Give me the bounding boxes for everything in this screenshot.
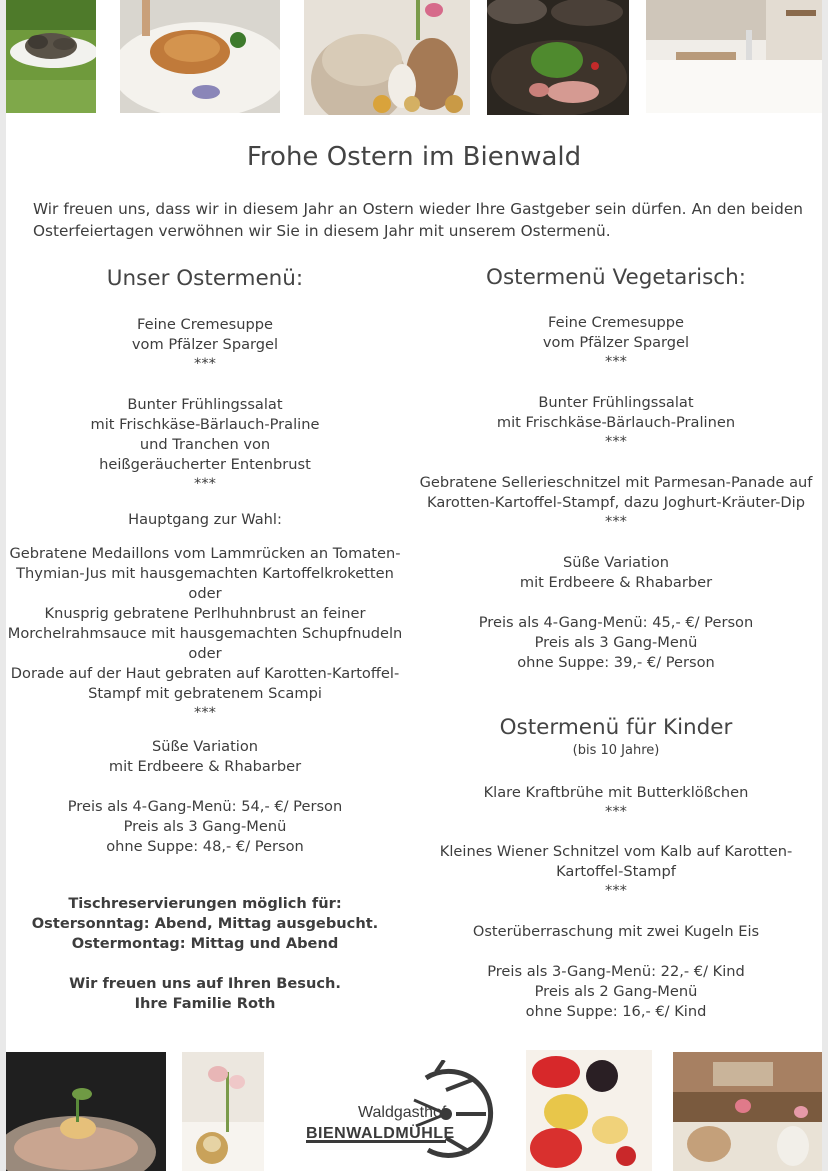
reservation-line: Ostersonntag: Abend, Mittag ausgebucht. <box>31 915 379 932</box>
course-separator: *** <box>194 704 216 721</box>
price-line: Preis als 2 Gang-Menü <box>534 983 698 1000</box>
photo-restaurant-interior <box>673 1052 822 1171</box>
course-line: Süße Variation <box>151 738 259 755</box>
course-line: Gebratene Sellerieschnitzel mit Parmesan-Panade auf <box>419 474 813 491</box>
course-line: Knusprig gebratene Perlhuhnbrust an feiner <box>44 605 366 622</box>
menu-heading-kids: Ostermenü für Kinder <box>499 715 733 740</box>
course-line: und Tranchen von <box>139 436 271 453</box>
course-soup <box>416 313 816 370</box>
photo-table-setting <box>646 0 822 113</box>
price-line: ohne Suppe: 39,- €/ Person <box>517 654 715 671</box>
reservation-line: Tischreservierungen möglich für: <box>68 895 342 912</box>
course-dessert <box>6 737 404 777</box>
logo-line2: BIENWALDMÜHLE <box>306 1125 455 1142</box>
course-line: Karotten-Kartoffel-Stampf, dazu Joghurt-Kräuter-Dip <box>427 494 805 511</box>
kids-dessert <box>416 922 816 942</box>
course-separator: *** <box>194 355 216 372</box>
price-line: ohne Suppe: 48,- €/ Person <box>106 838 304 855</box>
course-line: vom Pfälzer Spargel <box>131 336 279 353</box>
photo-chicken-dish <box>120 0 280 113</box>
kids-age-note: (bis 10 Jahre) <box>572 743 660 758</box>
reservation-line: Ostermontag: Mittag und Abend <box>71 935 339 952</box>
closing-greeting <box>6 974 404 1014</box>
kids-starter <box>416 783 816 820</box>
main-course-heading: Hauptgang zur Wahl: <box>128 511 282 528</box>
price-block <box>6 797 404 857</box>
course-line: Stampf mit gebratenem Scampi <box>88 685 322 702</box>
course-separator: *** <box>605 433 627 450</box>
menu-page <box>6 0 822 1171</box>
logo-line1: Waldgasthof <box>358 1104 447 1121</box>
price-block <box>416 613 816 673</box>
course-soup <box>6 315 404 372</box>
reservation-info <box>6 894 404 954</box>
course-line: Kartoffel-Stampf <box>556 863 676 880</box>
photo-salad-plates <box>487 0 629 115</box>
price-line: Preis als 3-Gang-Menü: 22,- €/ Kind <box>487 963 745 980</box>
course-line: Kleines Wiener Schnitzel vom Kalb auf Karotten- <box>439 843 793 860</box>
course-dessert <box>416 553 816 593</box>
menu-column-vegetarian <box>416 264 816 1024</box>
photo-strawberry-dessert <box>526 1050 652 1171</box>
course-main <box>416 473 816 530</box>
course-line: Morchelrahmsauce mit hausgemachten Schupfnudeln <box>7 625 403 642</box>
course-line: Bunter Frühlingssalat <box>127 396 283 413</box>
price-line: Preis als 4-Gang-Menü: 45,- €/ Person <box>478 614 754 631</box>
course-line: Feine Cremesuppe <box>548 314 684 331</box>
course-line: Süße Variation <box>562 554 670 571</box>
menu-heading-main: Unser Ostermenü: <box>106 266 304 291</box>
course-separator: *** <box>605 513 627 530</box>
photo-easter-decoration <box>304 0 470 115</box>
course-line: mit Erdbeere & Rhabarber <box>108 758 302 775</box>
course-salad <box>416 393 816 450</box>
course-line: mit Frischkäse-Bärlauch-Praline <box>90 416 320 433</box>
course-separator: *** <box>605 803 627 820</box>
course-line: Bunter Frühlingssalat <box>538 394 694 411</box>
course-line: Thymian-Jus mit hausgemachten Kartoffelkroketten <box>16 565 394 582</box>
price-line: Preis als 4-Gang-Menü: 54,- €/ Person <box>67 798 343 815</box>
course-mains <box>6 544 404 721</box>
kids-price-block <box>416 962 816 1022</box>
course-separator: *** <box>605 353 627 370</box>
course-line: Gebratene Medaillons vom Lammrücken an Tomaten- <box>9 545 401 562</box>
course-line: Feine Cremesuppe <box>137 316 273 333</box>
course-line: Osterüberraschung mit zwei Kugeln Eis <box>472 923 760 940</box>
price-line: Preis als 3 Gang-Menü <box>534 634 698 651</box>
photo-fish-dish <box>6 1052 166 1171</box>
course-line: oder <box>188 645 222 662</box>
photo-flower-vase <box>182 1052 264 1171</box>
course-line: vom Pfälzer Spargel <box>542 334 690 351</box>
page-title: Frohe Ostern im Bienwald <box>246 142 582 172</box>
price-line: ohne Suppe: 16,- €/ Kind <box>525 1003 707 1020</box>
photo-mushrooms <box>6 0 96 113</box>
course-line: oder <box>188 585 222 602</box>
course-line: mit Erdbeere & Rhabarber <box>519 574 713 591</box>
price-line: Preis als 3 Gang-Menü <box>123 818 287 835</box>
intro-text: Wir freuen uns, dass wir in diesem Jahr an Ostern wieder Ihre Gastgeber sein dürfen. An den beiden Osterfeiertagen verwöhnen wir Sie in diesem Jahr mit unserem Ostermenü. <box>33 200 803 240</box>
course-line: heißgeräucherter Entenbrust <box>99 456 311 473</box>
course-line: Dorade auf der Haut gebraten auf Karotten-Kartoffel- <box>10 665 400 682</box>
closing-line: Ihre Familie Roth <box>134 995 276 1012</box>
course-separator: *** <box>194 475 216 492</box>
menu-heading-vegetarian: Ostermenü Vegetarisch: <box>486 265 746 290</box>
kids-main <box>416 842 816 899</box>
closing-line: Wir freuen uns auf Ihren Besuch. <box>69 975 341 992</box>
restaurant-logo <box>296 1060 496 1160</box>
course-line: Klare Kraftbrühe mit Butterklößchen <box>483 784 749 801</box>
course-separator: *** <box>605 882 627 899</box>
menu-column-main <box>6 265 404 1025</box>
course-salad <box>6 395 404 492</box>
course-line: mit Frischkäse-Bärlauch-Pralinen <box>496 414 736 431</box>
